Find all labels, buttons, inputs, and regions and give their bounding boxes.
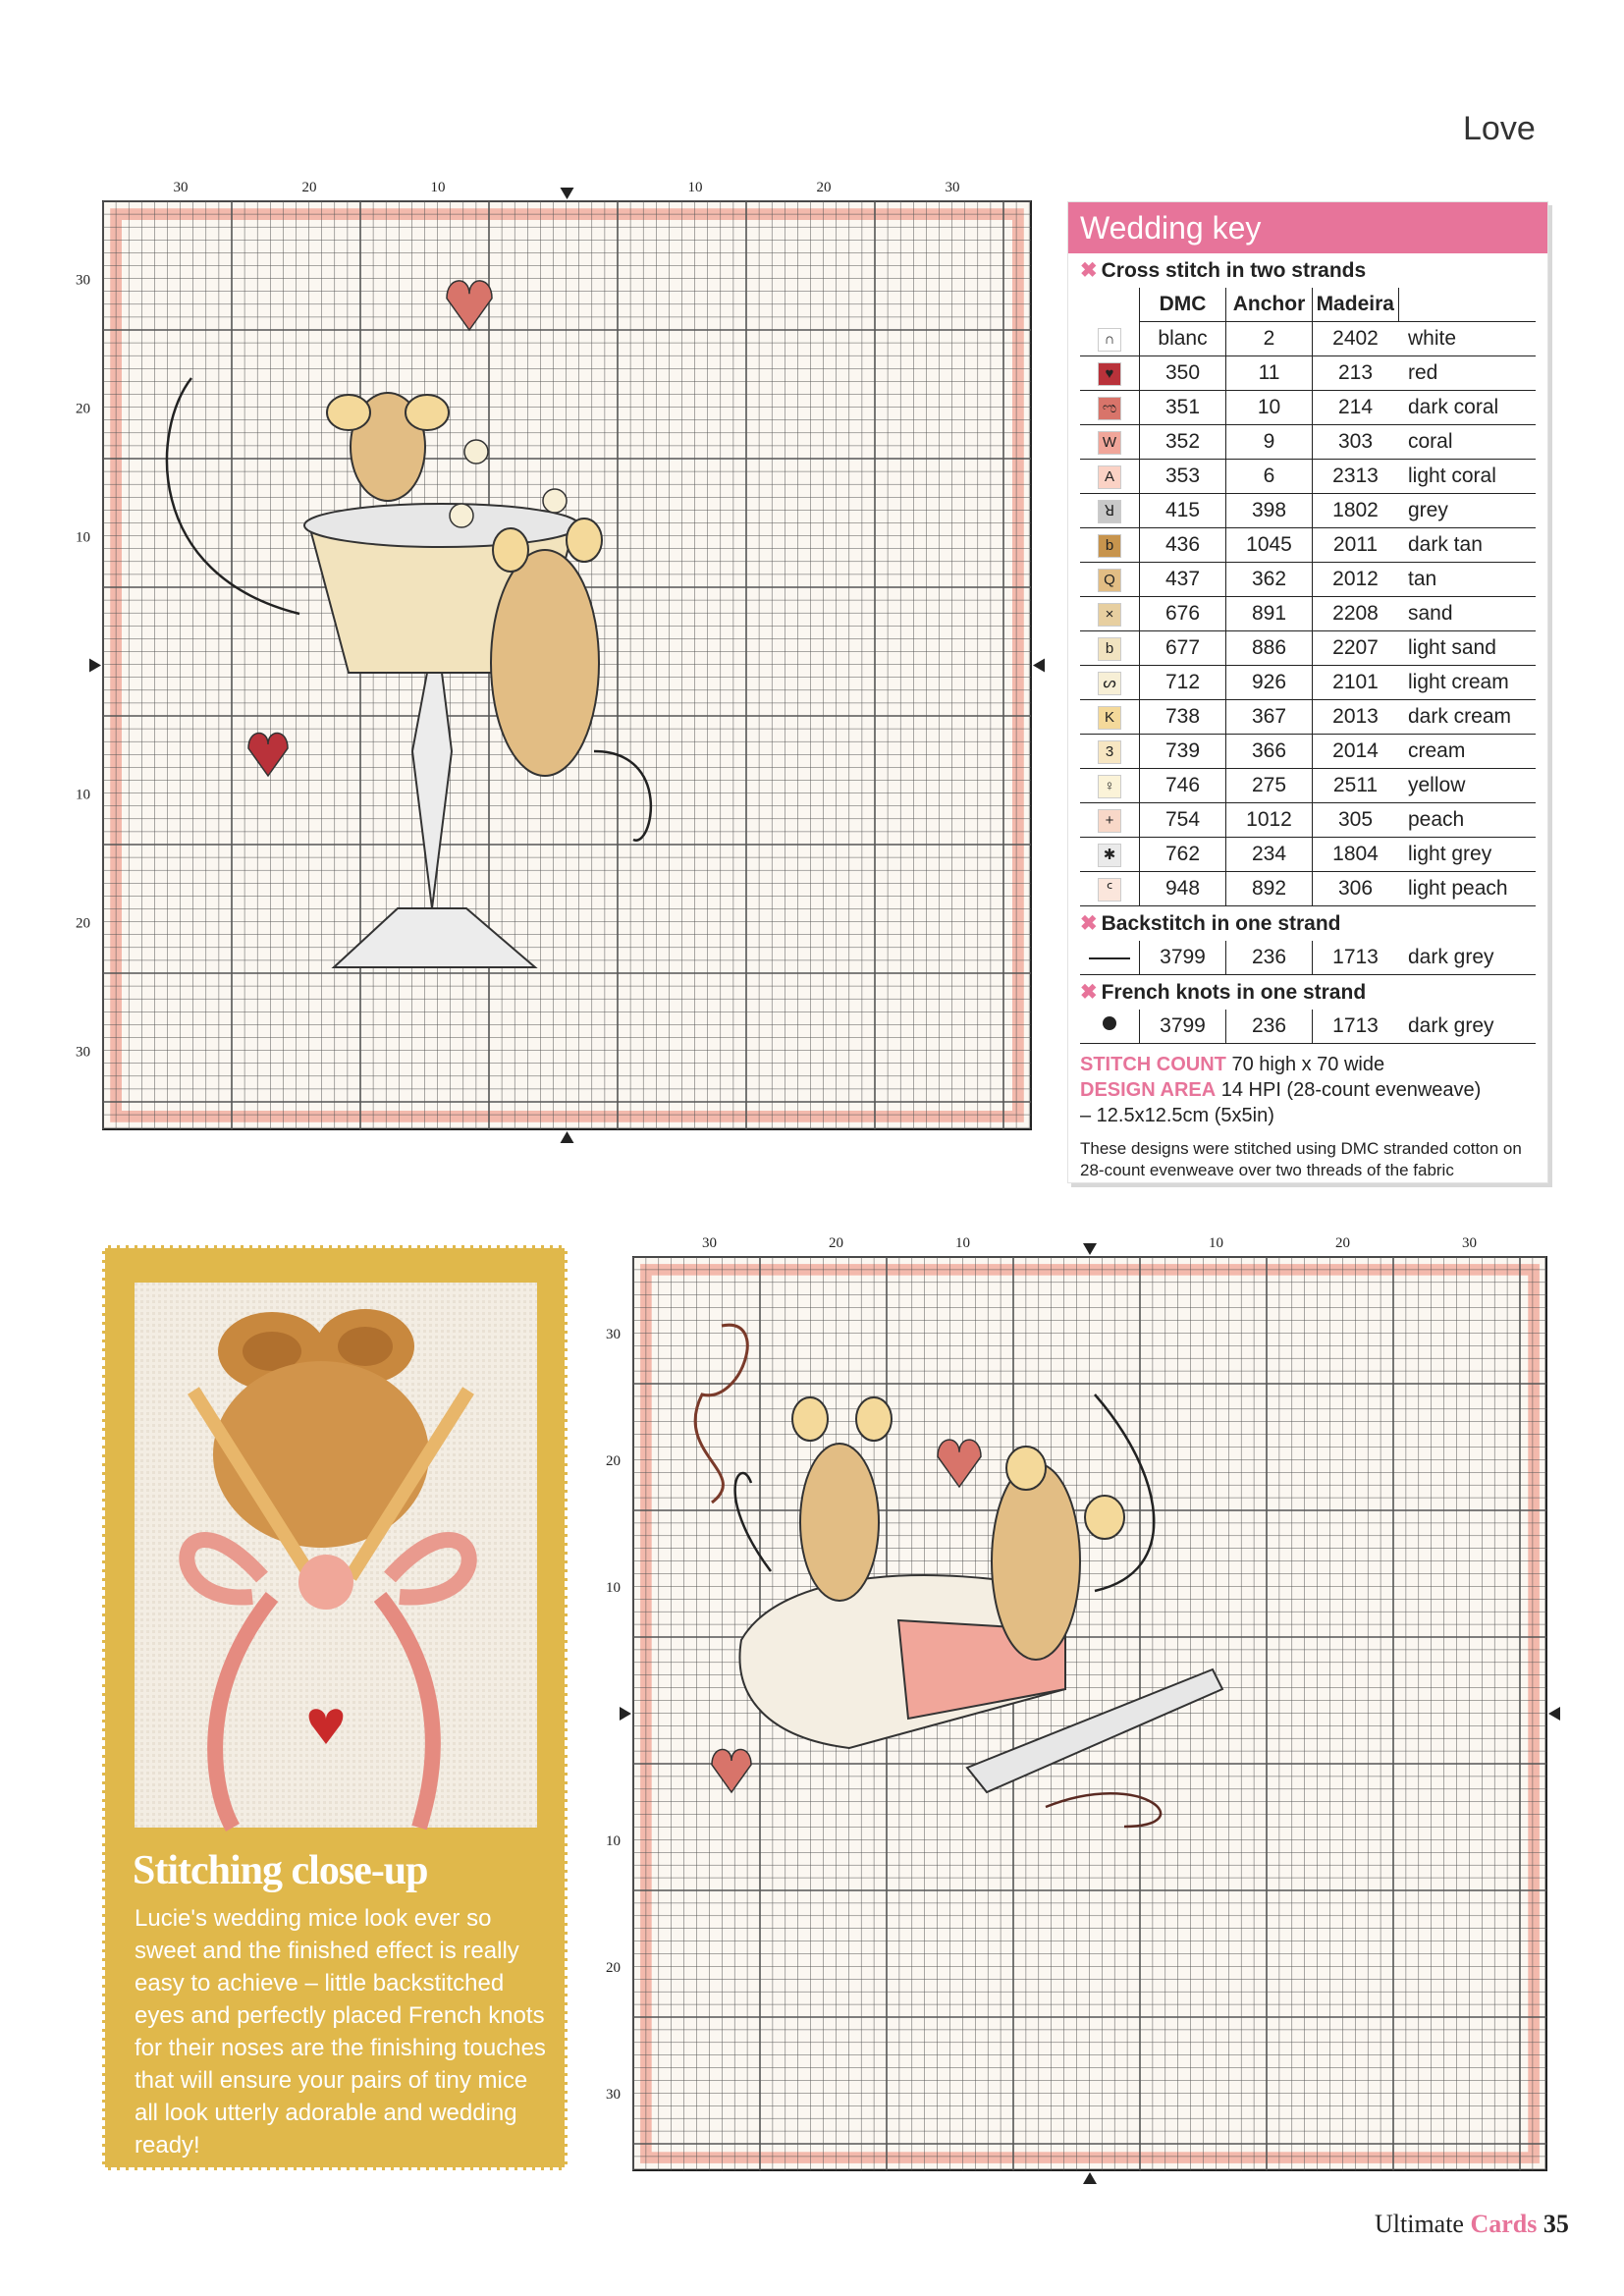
page-number: 35 — [1543, 2210, 1569, 2238]
table-row: ✱ 762 234 1804 light grey — [1080, 838, 1536, 872]
table-row: 3 739 366 2014 cream — [1080, 735, 1536, 769]
table-row: Q 437 362 2012 tan — [1080, 563, 1536, 597]
tick-label: 30 — [945, 180, 960, 195]
thread-symbol-icon: 3 — [1080, 735, 1140, 769]
tick-label: 20 — [1335, 1235, 1350, 1251]
tick-label: 20 — [76, 915, 90, 932]
table-row: 3799 236 1713 dark grey — [1080, 1010, 1536, 1044]
table-row: ᔕ 712 926 2101 light cream — [1080, 666, 1536, 700]
col-dmc: DMC — [1140, 288, 1226, 322]
thread-symbol-icon: b — [1080, 528, 1140, 563]
table-row: ♀ 746 275 2511 yellow — [1080, 769, 1536, 803]
brand-name: Cards — [1470, 2210, 1538, 2238]
tick-label: 20 — [301, 180, 317, 195]
cross-icon: ✖ — [1080, 259, 1098, 282]
stitching-closeup-panel — [102, 1245, 568, 2170]
stitch-info: STITCH COUNT 70 high x 70 wide DESIGN AREA 14 HPI (28-count evenweave) – 12.5x12.5cm (5x5in) — [1080, 1054, 1482, 1126]
french-knot-dot-icon — [1080, 1010, 1140, 1044]
table-row: + 754 1012 305 peach — [1080, 803, 1536, 838]
thread-symbol-icon: ಌ — [1080, 391, 1140, 425]
key-table — [1080, 288, 1536, 906]
thread-symbol-icon: ♥ — [1080, 356, 1140, 391]
col-anchor: Anchor — [1226, 288, 1313, 322]
mice-photo-illustration — [135, 1283, 537, 1828]
tick-label: 10 — [687, 180, 703, 195]
chart-wedding-cake — [76, 172, 1041, 1144]
cross-stitch-chart-1 — [76, 172, 1041, 1144]
thread-symbol-icon: b — [1080, 631, 1140, 666]
table-row: A 353 6 2313 light coral — [1080, 460, 1536, 494]
closeup-title: Stitching close-up — [133, 1848, 428, 1893]
thread-symbol-icon: ∩ — [1080, 322, 1140, 356]
page-footer: Ultimate Cards 35 — [1375, 2210, 1569, 2238]
table-row: ♥ 350 11 213 red — [1080, 356, 1536, 391]
bubble — [464, 440, 488, 464]
closeup-photo — [135, 1283, 537, 1828]
tick-label: 10 — [430, 180, 446, 195]
french-knot-table — [1080, 1010, 1536, 1044]
tick-label: 10 — [955, 1235, 970, 1251]
section-title: Love — [1463, 110, 1536, 147]
cross-stitch-heading: ✖ Cross stitch in two strands — [1080, 259, 1367, 282]
tick-label: 10 — [606, 1833, 621, 1849]
design-area: 14 HPI (28-count evenweave) — [1220, 1079, 1482, 1101]
thread-symbol-icon: + — [1080, 803, 1140, 838]
tick-label: 20 — [816, 180, 832, 195]
tick-label: 30 — [606, 1327, 621, 1342]
tick-label: 10 — [76, 787, 90, 803]
bubble — [450, 504, 473, 527]
table-row: ꓤ 415 398 1802 grey — [1080, 494, 1536, 528]
tick-label: 20 — [606, 1453, 621, 1469]
tick-label: 10 — [76, 529, 90, 546]
table-row: b 436 1045 2011 dark tan — [1080, 528, 1536, 563]
tick-label: 30 — [76, 272, 90, 289]
table-row: K 738 367 2013 dark cream — [1080, 700, 1536, 735]
table-row: W 352 9 303 coral — [1080, 425, 1536, 460]
stitch-count: 70 high x 70 wide — [1231, 1054, 1385, 1075]
cross-stitch-chart-2 — [604, 1228, 1576, 2190]
wedding-key — [1067, 201, 1548, 1183]
tick-label: 30 — [1462, 1235, 1477, 1251]
tick-label: 30 — [76, 1044, 90, 1061]
thread-symbol-icon: K — [1080, 700, 1140, 735]
tick-label: 30 — [173, 180, 189, 195]
table-row: ᑦ 948 892 306 light peach — [1080, 872, 1536, 906]
cross-icon: ✖ — [1080, 912, 1098, 935]
bubble — [543, 489, 567, 513]
tick-label: 30 — [606, 2087, 621, 2103]
key-title: Wedding key — [1068, 202, 1547, 253]
table-row: 3799 236 1713 dark grey — [1080, 941, 1536, 975]
cross-icon: ✖ — [1080, 981, 1098, 1004]
tick-label: 10 — [1209, 1235, 1223, 1251]
closeup-text: Lucie's wedding mice look ever so sweet and the finished effect is really easy to achieve – little backstitched eyes and perfectly placed French knots for their noses are the finishing touches that will ensure your pairs of tiny mice all look utterly adorable and wedding ready! — [135, 1905, 546, 2159]
thread-symbol-icon: A — [1080, 460, 1140, 494]
tick-label: 10 — [606, 1580, 621, 1596]
backstitch-line-icon — [1080, 941, 1140, 975]
table-row: × 676 891 2208 sand — [1080, 597, 1536, 631]
tick-label: 20 — [76, 401, 90, 417]
thread-symbol-icon: ✱ — [1080, 838, 1140, 872]
thread-symbol-icon: ᔕ — [1080, 666, 1140, 700]
fabric-note: These designs were stitched using DMC stranded cotton on 28-count evenweave over two threads of the fabric — [1080, 1139, 1522, 1179]
thread-symbol-icon: ♀ — [1080, 769, 1140, 803]
col-madeira: Madeira — [1313, 288, 1399, 322]
table-row: ಌ 351 10 214 dark coral — [1080, 391, 1536, 425]
tick-label: 20 — [829, 1235, 843, 1251]
tick-label: 20 — [606, 1960, 621, 1976]
thread-symbol-icon: ᑦ — [1080, 872, 1140, 906]
thread-symbol-icon: × — [1080, 597, 1140, 631]
tick-label: 30 — [702, 1235, 717, 1251]
table-row: b 677 886 2207 light sand — [1080, 631, 1536, 666]
thread-symbol-icon: Q — [1080, 563, 1140, 597]
backstitch-table — [1080, 941, 1536, 975]
chart-wedding-bowl — [604, 1228, 1576, 2190]
french-knot-heading: ✖ French knots in one strand — [1080, 981, 1367, 1004]
thread-symbol-icon: ꓤ — [1080, 494, 1140, 528]
backstitch-heading: ✖ Backstitch in one strand — [1080, 912, 1341, 935]
thread-symbol-icon: W — [1080, 425, 1140, 460]
table-row: ∩ blanc 2 2402 white — [1080, 322, 1536, 356]
